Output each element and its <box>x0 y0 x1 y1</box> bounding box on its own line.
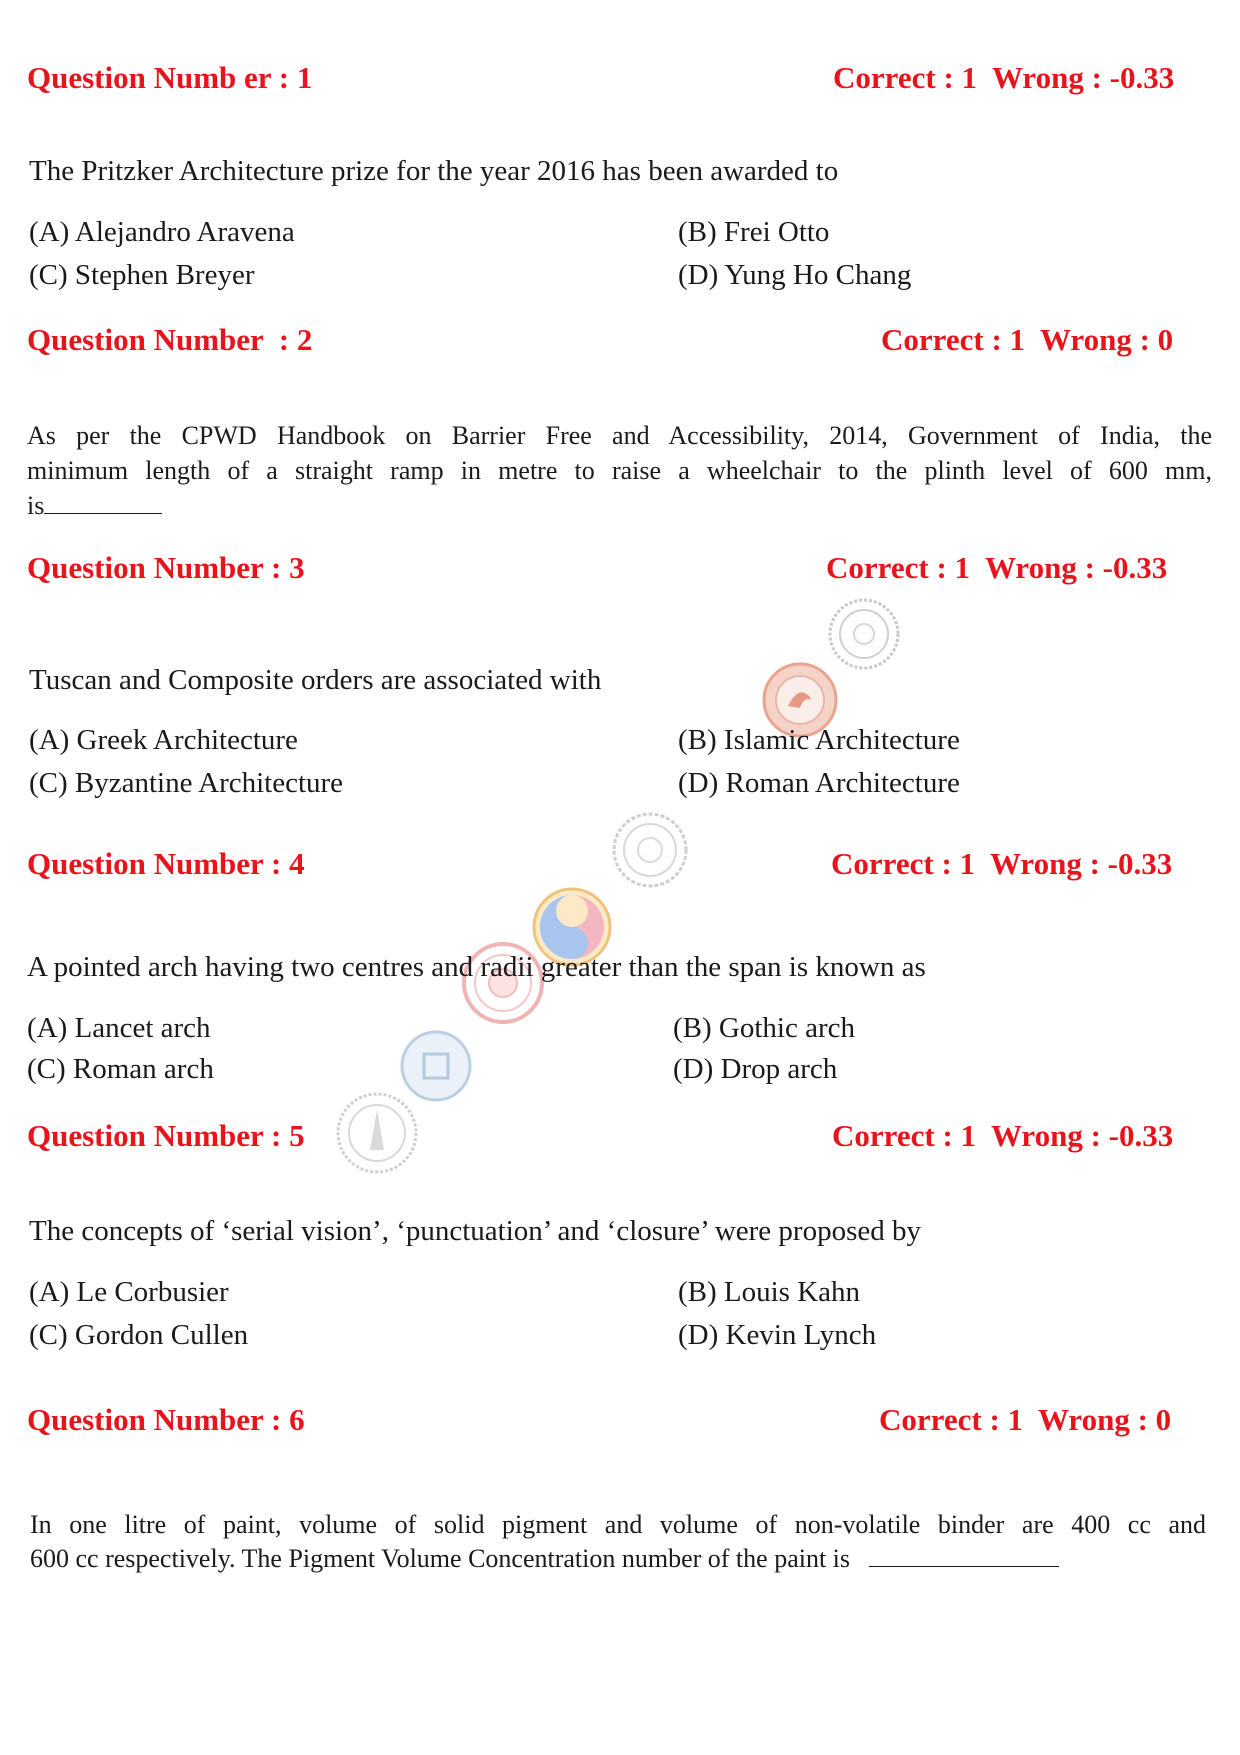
question-header-6 <box>27 1402 1207 1442</box>
question-number-label: Question Number : 3 <box>27 550 305 585</box>
option-c: (C) Gordon Cullen <box>29 1319 249 1351</box>
marking-scheme: Correct : 1 Wrong : -0.33 <box>832 1118 1174 1153</box>
question-number-label: Question Numb er : 1 <box>27 60 313 95</box>
option-b: (B) Islamic Architecture <box>678 724 960 756</box>
marking-scheme: Correct : 1 Wrong : 0 <box>881 322 1174 357</box>
question-text: Tuscan and Composite orders are associated with <box>29 664 602 696</box>
question-header-3 <box>27 550 1207 590</box>
marking-scheme: Correct : 1 Wrong : -0.33 <box>826 550 1168 585</box>
question-text-line: In one litre of paint, volume of solid pigment and volume of non-volatile binder are 400 cc and <box>30 1510 1206 1539</box>
question-text-line: minimum length of a straight ramp in metre to raise a wheelchair to the plinth level of 600 mm, <box>27 456 1212 485</box>
question-text-line: As per the CPWD Handbook on Barrier Free and Accessibility, 2014, Government of India, the <box>27 421 1212 450</box>
marking-scheme: Correct : 1 Wrong : 0 <box>879 1402 1172 1437</box>
answer-blank <box>869 1546 1059 1567</box>
option-a: (A) Greek Architecture <box>29 724 298 756</box>
option-c: (C) Roman arch <box>27 1053 214 1085</box>
option-d: (D) Yung Ho Chang <box>678 259 912 291</box>
option-c: (C) Stephen Breyer <box>29 259 255 291</box>
question-number-label: Question Number : 2 <box>27 322 313 357</box>
question-text <box>27 418 1212 523</box>
option-d: (D) Roman Architecture <box>678 767 960 799</box>
option-b: (B) Louis Kahn <box>678 1276 861 1308</box>
question-number-label: Question Number : 5 <box>27 1118 305 1153</box>
option-d: (D) Drop arch <box>673 1053 838 1085</box>
answer-blank <box>44 493 162 514</box>
option-a: (A) Alejandro Aravena <box>29 216 295 248</box>
question-header-2 <box>27 322 1207 362</box>
option-d: (D) Kevin Lynch <box>678 1319 877 1351</box>
question-header-1 <box>27 60 1207 100</box>
question-number-label: Question Number : 6 <box>27 1402 305 1437</box>
option-b: (B) Frei Otto <box>678 216 830 248</box>
question-text-word: is <box>27 491 45 520</box>
option-a: (A) Lancet arch <box>27 1012 211 1044</box>
question-header-4 <box>27 846 1207 886</box>
marking-scheme: Correct : 1 Wrong : -0.33 <box>831 846 1173 881</box>
option-c: (C) Byzantine Architecture <box>29 767 344 799</box>
question-text <box>30 1508 1206 1576</box>
question-text-line <box>27 488 1212 523</box>
question-text-word: 600 cc respectively. The Pigment Volume Concentration number of the paint is <box>30 1544 851 1573</box>
question-text: The concepts of ‘serial vision’, ‘punctuation’ and ‘closure’ were proposed by <box>29 1215 921 1247</box>
question-text: A pointed arch having two centres and radii greater than the span is known as <box>27 951 926 983</box>
question-text: The Pritzker Architecture prize for the year 2016 has been awarded to <box>29 155 839 187</box>
question-number-label: Question Number : 4 <box>27 846 305 881</box>
question-text-line <box>30 1542 1206 1576</box>
marking-scheme: Correct : 1 Wrong : -0.33 <box>833 60 1175 95</box>
question-header-5 <box>27 1118 1207 1158</box>
option-b: (B) Gothic arch <box>673 1012 855 1044</box>
option-a: (A) Le Corbusier <box>29 1276 229 1308</box>
